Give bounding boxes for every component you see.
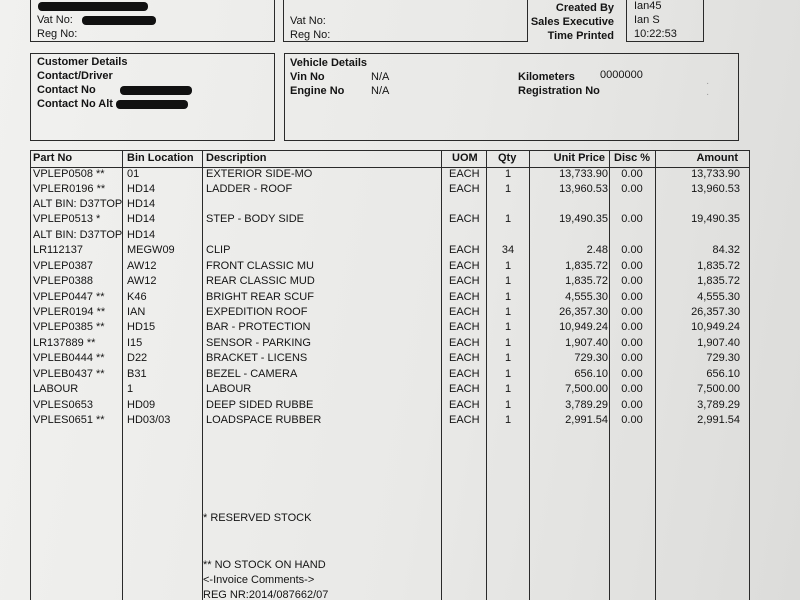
header-amount: Amount [696,152,738,164]
cell-amount: 1,835.72 [697,260,740,272]
cell-desc: BRACKET - LICENS [206,352,308,364]
cell-part: VPLER0194 ** [33,306,106,318]
cell-disc: 0.00 [621,244,643,256]
cell-bin: 01 [127,168,140,180]
redacted-name [38,2,148,11]
cell-price: 26,357.30 [559,306,608,318]
cell-qty: 1 [504,260,512,272]
cell-part: VPLEP0508 ** [33,168,105,180]
invoice-comments-label: <-Invoice Comments-> [203,574,315,586]
table-row [0,399,800,414]
cell-disc: 0.00 [621,168,643,180]
cell-disc: 0.00 [621,260,643,272]
cell-price: 4,555.30 [565,291,608,303]
cell-qty: 1 [504,352,512,364]
cell-disc: 0.00 [621,399,643,411]
cell-qty: 1 [504,275,512,287]
no-stock-note: ** NO STOCK ON HAND [203,559,326,571]
kilometers-value: 0000000 [600,69,643,81]
cell-part: VPLES0651 ** [33,414,105,426]
cell-qty: 1 [504,291,512,303]
cell-disc: 0.00 [621,414,643,426]
cell-desc: LOADSPACE RUBBER [206,414,322,426]
cell-disc: 0.00 [621,337,643,349]
contact-driver-label: Contact/Driver [37,70,113,82]
cell-uom: EACH [449,414,480,426]
cell-disc: 0.00 [621,183,643,195]
engine-value: N/A [371,85,390,97]
cell-amount: 1,835.72 [697,275,740,287]
table-row [0,291,800,306]
cell-uom: EACH [449,337,480,349]
cell-desc: CLIP [206,244,231,256]
cell-uom: EACH [449,352,480,364]
cell-part: VPLES0653 [33,399,93,411]
engine-label: Engine No [290,85,345,97]
cell-uom: EACH [449,244,480,256]
time-printed-value: 10:22:53 [634,28,677,40]
time-printed-label: Time Printed [547,30,614,42]
table-row [0,260,800,275]
cell-desc: LADDER - ROOF [206,183,293,195]
table-row [0,183,800,198]
cell-price: 729.30 [574,352,608,364]
cell-desc: SENSOR - PARKING [206,337,311,349]
cell-part: VPLER0196 ** [33,183,106,195]
scan-speckles: · · [706,78,710,100]
cell-amount: 729.30 [706,352,740,364]
cell-bin: HD14 [127,229,156,241]
cell-price: 2,991.54 [565,414,608,426]
cell-amount: 7,500.00 [697,383,740,395]
created-by-label: Created By [555,2,614,14]
cell-part: VPLEP0385 ** [33,321,105,333]
cell-amount: 4,555.30 [697,291,740,303]
cell-uom: EACH [449,368,480,380]
cell-disc: 0.00 [621,213,643,225]
cell-qty: 1 [504,168,512,180]
table-row [0,244,800,259]
reg-label-left: Reg No: [37,28,78,40]
cell-amount: 19,490.35 [691,213,740,225]
cell-part: LR137889 ** [33,337,96,349]
cell-uom: EACH [449,291,480,303]
cell-part: ALT BIN: D37TOP [33,229,123,241]
cell-price: 656.10 [574,368,608,380]
reg-nr-note: REG NR:2014/087662/07 [203,589,329,600]
created-by-value: Ian45 [634,0,662,12]
cell-qty: 1 [504,383,512,395]
cell-bin: K46 [127,291,147,303]
cell-disc: 0.00 [621,352,643,364]
cell-disc: 0.00 [621,291,643,303]
cell-qty: 1 [504,414,512,426]
cell-disc: 0.00 [621,368,643,380]
vat-label-left: Vat No: [37,14,73,26]
cell-desc: FRONT CLASSIC MU [206,260,314,272]
cell-bin: AW12 [127,275,157,287]
contact-no-alt-label: Contact No Alt [37,98,113,110]
table-row [0,198,800,213]
cell-bin: D22 [127,352,148,364]
cell-part: VPLEP0447 ** [33,291,105,303]
cell-bin: HD14 [127,198,156,210]
cell-amount: 10,949.24 [691,321,740,333]
reg-label-mid: Reg No: [290,29,331,41]
cell-part: ALT BIN: D37TOP [33,198,123,210]
cell-amount: 1,907.40 [697,337,740,349]
cell-uom: EACH [449,321,480,333]
cell-price: 1,907.40 [565,337,608,349]
cell-bin: HD09 [127,399,156,411]
registration-label: Registration No [518,85,600,97]
table-row [0,352,800,367]
redacted-contact-no [120,86,192,95]
table-row [0,306,800,321]
cell-part: VPLEP0388 [33,275,93,287]
cell-bin: HD14 [127,183,156,195]
table-row [0,213,800,228]
cell-qty: 1 [504,337,512,349]
cell-qty: 1 [504,399,512,411]
cell-desc: EXPEDITION ROOF [206,306,308,318]
cell-qty: 1 [504,321,512,333]
header-part-no: Part No [33,152,73,164]
sales-exec-value: Ian S [634,14,660,26]
cell-part: LABOUR [33,383,79,395]
cell-part: VPLEB0444 ** [33,352,105,364]
cell-amount: 84.32 [712,244,740,256]
cell-amount: 2,991.54 [697,414,740,426]
cell-bin: B31 [127,368,147,380]
cell-uom: EACH [449,213,480,225]
vat-label-mid: Vat No: [290,15,326,27]
cell-qty: 34 [501,244,515,256]
contact-no-label: Contact No [37,84,96,96]
cell-desc: EXTERIOR SIDE-MO [206,168,313,180]
cell-price: 3,789.29 [565,399,608,411]
cell-uom: EACH [449,399,480,411]
cell-bin: I15 [127,337,143,349]
cell-desc: REAR CLASSIC MUD [206,275,315,287]
cell-part: VPLEB0437 ** [33,368,105,380]
table-row [0,383,800,398]
cell-price: 10,949.24 [559,321,608,333]
table-row [0,337,800,352]
customer-details-title: Customer Details [37,56,128,68]
cell-part: VPLEP0513 * [33,213,101,225]
cell-disc: 0.00 [621,321,643,333]
cell-price: 13,960.53 [559,183,608,195]
header-description: Description [206,152,267,164]
cell-uom: EACH [449,168,480,180]
cell-desc: DEEP SIDED RUBBE [206,399,314,411]
cell-desc: LABOUR [206,383,252,395]
cell-price: 2.48 [586,244,608,256]
vin-value: N/A [371,71,390,83]
reserved-stock-note: * RESERVED STOCK [203,512,312,524]
cell-qty: 1 [504,306,512,318]
cell-price: 19,490.35 [559,213,608,225]
table-row [0,321,800,336]
cell-bin: 1 [127,383,134,395]
redacted-vat [82,16,156,25]
cell-price: 13,733.90 [559,168,608,180]
cell-amount: 13,733.90 [691,168,740,180]
cell-amount: 13,960.53 [691,183,740,195]
header-disc: Disc % [614,152,651,164]
sales-exec-label: Sales Executive [530,16,614,28]
cell-desc: STEP - BODY SIDE [206,213,305,225]
cell-desc: BEZEL - CAMERA [206,368,298,380]
kilometers-label: Kilometers [518,71,575,83]
vin-label: Vin No [290,71,325,83]
header-qty: Qty [498,152,517,164]
table-row [0,414,800,429]
cell-qty: 1 [504,183,512,195]
table-row [0,275,800,290]
cell-disc: 0.00 [621,306,643,318]
table-row [0,168,800,183]
cell-part: VPLEP0387 [33,260,93,272]
cell-price: 1,835.72 [565,260,608,272]
cell-price: 7,500.00 [565,383,608,395]
cell-part: LR112137 [33,244,83,256]
cell-price: 1,835.72 [565,275,608,287]
cell-uom: EACH [449,260,480,272]
header-bin-location: Bin Location [127,152,194,164]
header-unit-price: Unit Price [553,152,605,164]
cell-amount: 656.10 [706,368,740,380]
cell-bin: MEGW09 [127,244,175,256]
cell-disc: 0.00 [621,383,643,395]
table-row [0,229,800,244]
cell-uom: EACH [449,306,480,318]
cell-amount: 26,357.30 [691,306,740,318]
cell-bin: AW12 [127,260,157,272]
cell-uom: EACH [449,183,480,195]
cell-uom: EACH [449,383,480,395]
cell-bin: HD03/03 [127,414,171,426]
cell-amount: 3,789.29 [697,399,740,411]
table-row [0,368,800,383]
vehicle-details-title: Vehicle Details [290,57,368,69]
cell-qty: 1 [504,213,512,225]
header-uom: UOM [452,152,478,164]
cell-bin: HD15 [127,321,156,333]
cell-qty: 1 [504,368,512,380]
cell-bin: HD14 [127,213,156,225]
cell-disc: 0.00 [621,275,643,287]
cell-desc: BRIGHT REAR SCUF [206,291,314,303]
cell-uom: EACH [449,275,480,287]
redacted-contact-alt [116,100,188,109]
cell-bin: IAN [127,306,146,318]
cell-desc: BAR - PROTECTION [206,321,311,333]
